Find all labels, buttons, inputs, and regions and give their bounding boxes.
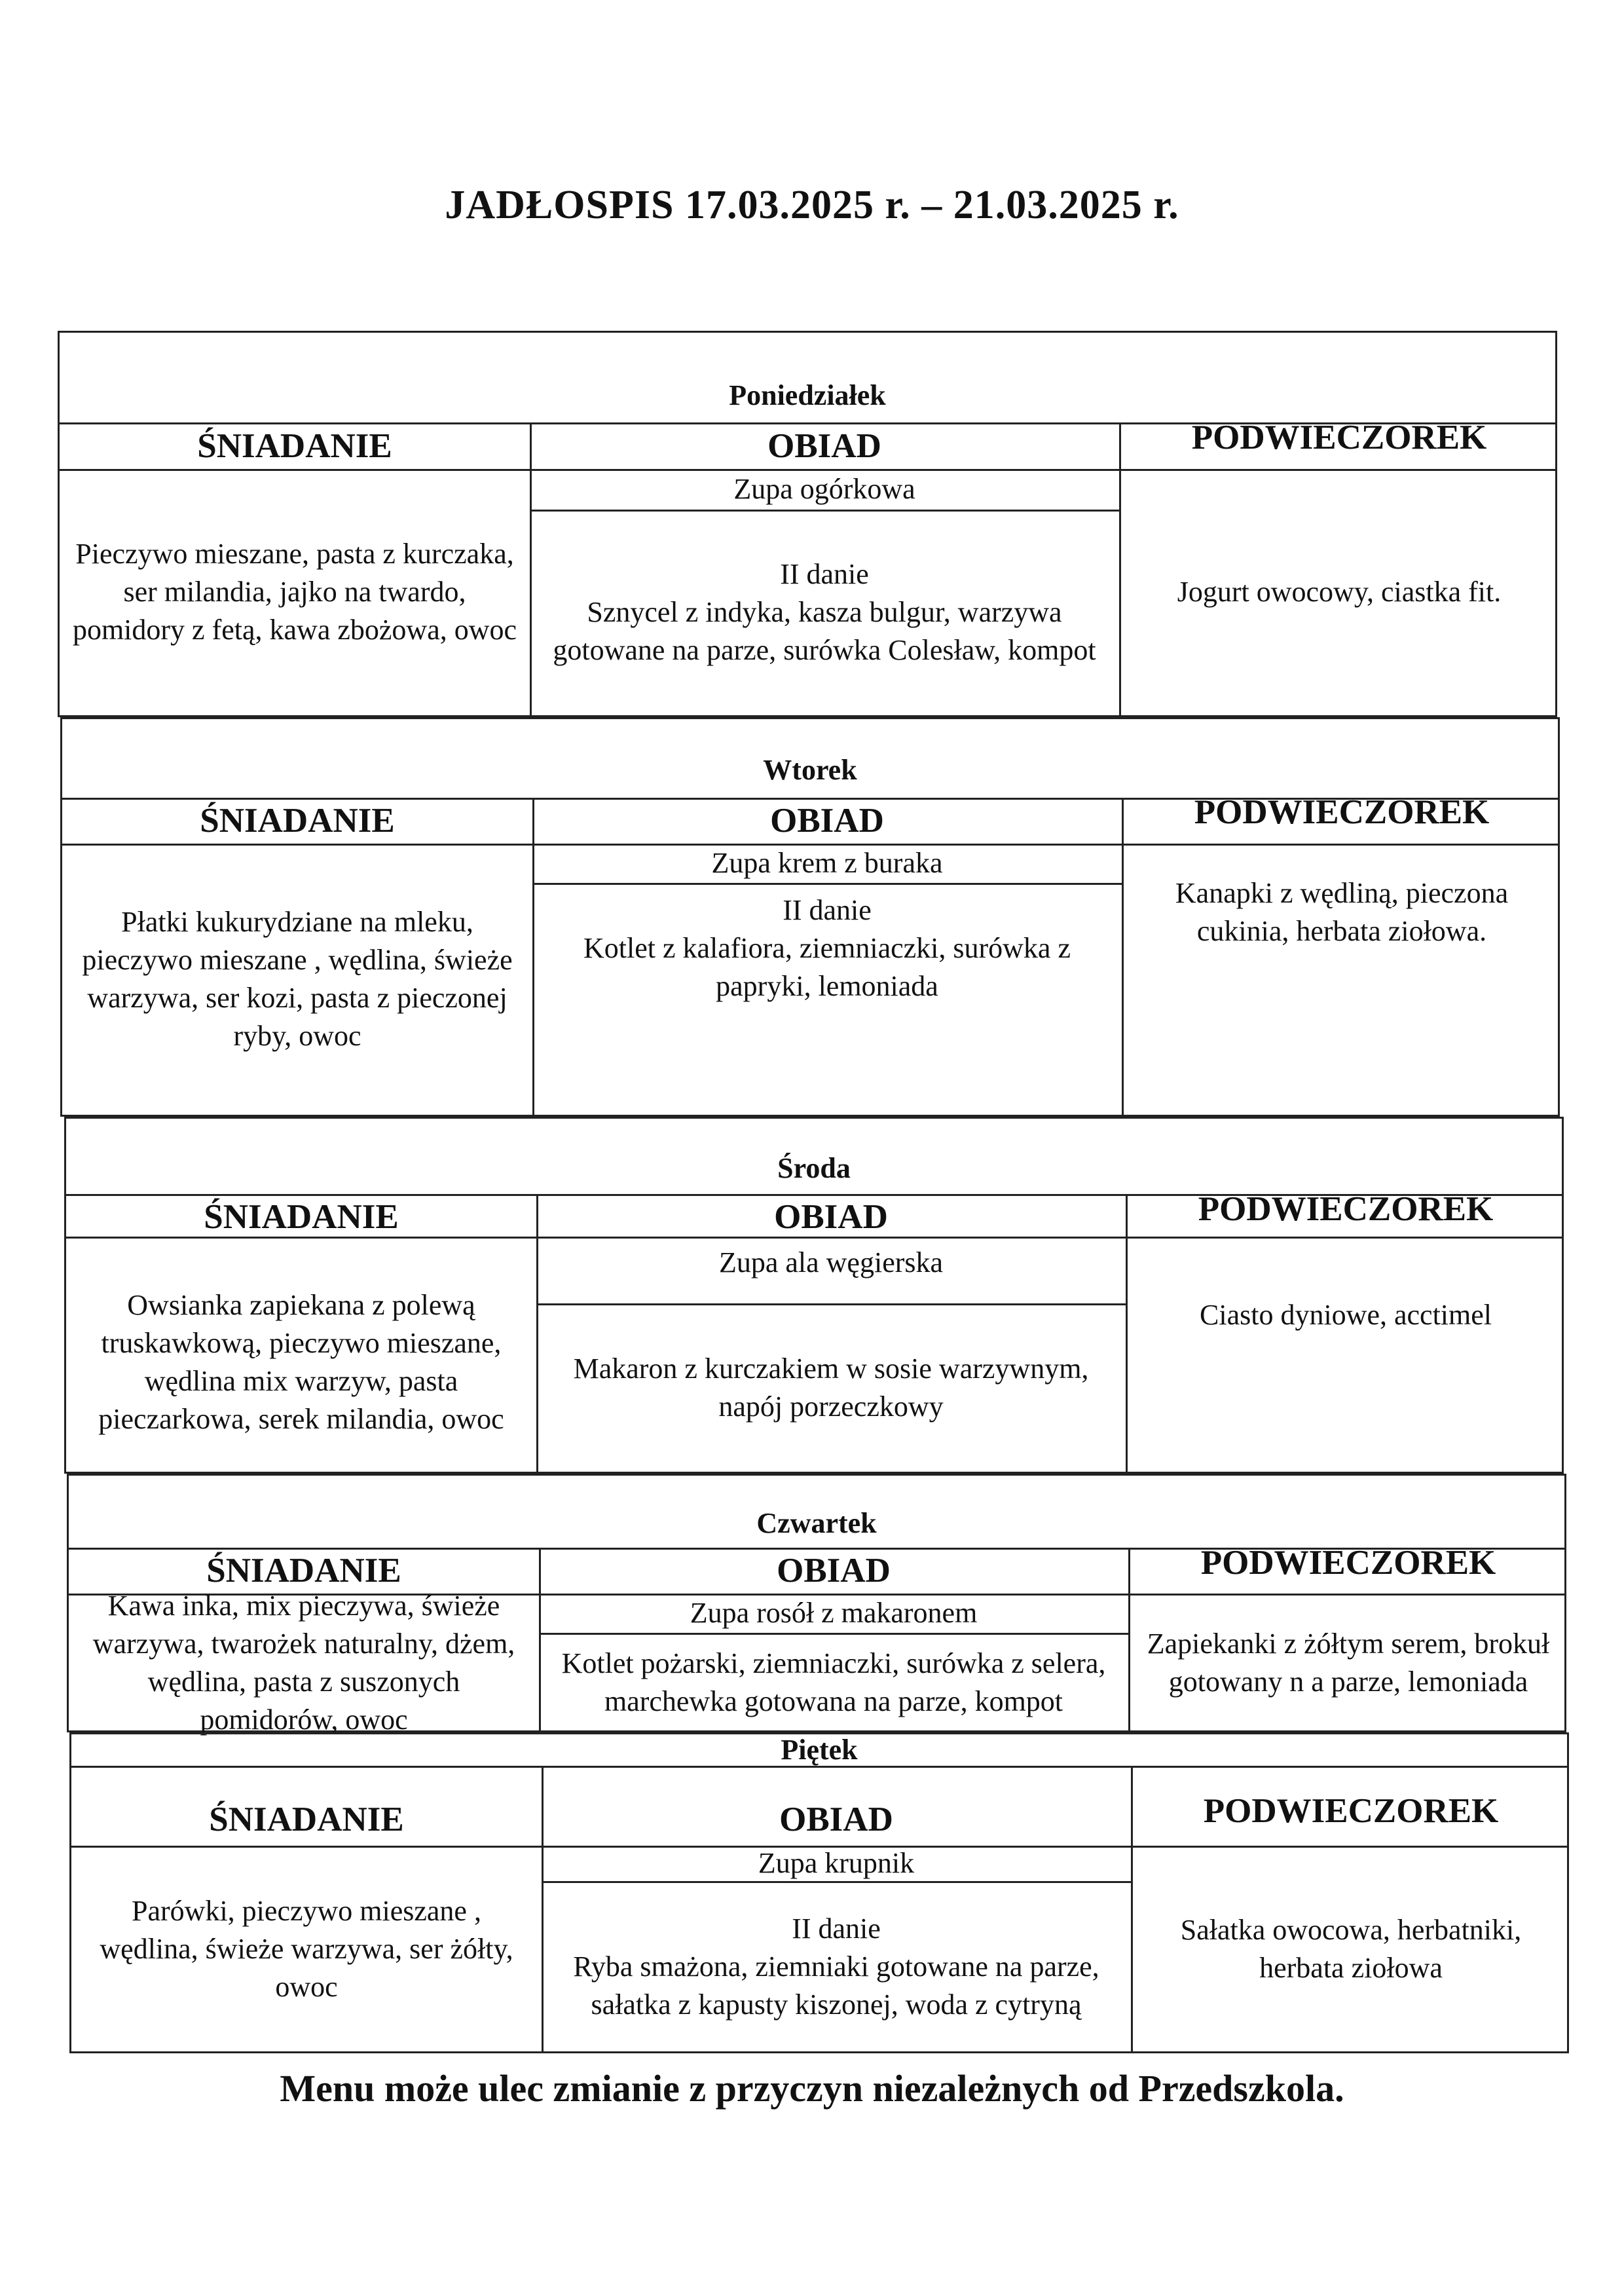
day-name: Poniedziałek bbox=[729, 379, 886, 411]
day-name: Środa bbox=[777, 1152, 851, 1184]
main-course-cell: II danie Kotlet z kalafiora, ziemniaczki, surówka z papryki, lemoniada bbox=[583, 894, 1071, 1002]
soup-cell: Zupa ogórkowa bbox=[733, 473, 915, 505]
snack-cell: Jogurt owocowy, ciastka fit. bbox=[1177, 576, 1502, 608]
breakfast-cell: Pieczywo mieszane, pasta z kurczaka, ser milandia, jajko na twardo, pomidory z fetą, kawa zbożowa, owoc bbox=[72, 538, 517, 646]
breakfast-header: ŚNIADANIE bbox=[209, 1801, 404, 1838]
snack-header: PODWIECZOREK bbox=[1194, 793, 1490, 831]
breakfast-header: ŚNIADANIE bbox=[204, 1198, 399, 1236]
soup-cell: Zupa ala węgierska bbox=[718, 1246, 944, 1278]
main-course-cell: II danie Ryba smażona, ziemniaki gotowane na parze, sałatka z kapusty kiszonej, woda z cytryną bbox=[573, 1912, 1099, 2021]
day-name: Piętek bbox=[781, 1734, 858, 1766]
snack-cell: Ciasto dyniowe, acctimel bbox=[1200, 1299, 1492, 1331]
soup-cell: Zupa rosół z makaronem bbox=[690, 1597, 978, 1629]
lunch-header: OBIAD bbox=[770, 802, 884, 840]
breakfast-header: ŚNIADANIE bbox=[206, 1552, 401, 1590]
day-block-wednesday bbox=[64, 1117, 1564, 1474]
footer-note: Menu może ulec zmianie z przyczyn niezależnych od Przedszkola. bbox=[280, 2067, 1344, 2110]
breakfast-cell: Kawa inka, mix pieczywa, świeże warzywa, twarożek naturalny, dżem, wędlina, pasta z suszonych pomidorów, owoc bbox=[92, 1590, 515, 1736]
breakfast-cell: Owsianka zapiekana z polewą truskawkową, pieczywo mieszane, wędlina mix warzyw, pasta pieczarkowa, serek milandia, owoc bbox=[98, 1289, 504, 1435]
breakfast-cell: Parówki, pieczywo mieszane , wędlina, świeże warzywa, ser żółty, owoc bbox=[100, 1895, 513, 2003]
soup-cell: Zupa krem z buraka bbox=[711, 847, 943, 879]
snack-cell: Sałatka owocowa, herbatniki, herbata ziołowa bbox=[1180, 1914, 1522, 1984]
lunch-header: OBIAD bbox=[767, 427, 881, 465]
day-block-tuesday bbox=[60, 717, 1560, 1117]
soup-cell: Zupa krupnik bbox=[758, 1847, 915, 1879]
snack-header: PODWIECZOREK bbox=[1191, 419, 1487, 457]
lunch-header: OBIAD bbox=[779, 1801, 893, 1838]
day-name: Wtorek bbox=[763, 754, 857, 786]
snack-cell: Kanapki z wędliną, pieczona cukinia, herbata ziołowa. bbox=[1175, 877, 1509, 947]
lunch-header: OBIAD bbox=[777, 1552, 891, 1590]
snack-cell: Zapiekanki z żółtym serem, brokuł gotowany n a parze, lemoniada bbox=[1147, 1628, 1550, 1698]
breakfast-header: ŚNIADANIE bbox=[197, 427, 392, 465]
day-block-monday bbox=[58, 331, 1557, 717]
breakfast-header: ŚNIADANIE bbox=[200, 802, 395, 840]
breakfast-cell: Płatki kukurydziane na mleku, pieczywo mieszane , wędlina, świeże warzywa, ser kozi, pasta z pieczonej ryby, owoc bbox=[82, 906, 513, 1052]
snack-header: PODWIECZOREK bbox=[1200, 1544, 1496, 1582]
lunch-header: OBIAD bbox=[774, 1198, 888, 1236]
snack-header: PODWIECZOREK bbox=[1203, 1792, 1499, 1830]
snack-header: PODWIECZOREK bbox=[1198, 1190, 1494, 1228]
day-block-thursday bbox=[67, 1474, 1566, 1736]
main-course-cell: Kotlet pożarski, ziemniaczki, surówka z selera, marchewka gotowana na parze, kompot bbox=[561, 1647, 1106, 1717]
day-block-friday bbox=[69, 1732, 1569, 2053]
main-course-cell: Makaron z kurczakiem w sosie warzywnym, napój porzeczkowy bbox=[573, 1352, 1089, 1423]
page-title: JADŁOSPIS 17.03.2025 r. – 21.03.2025 r. bbox=[445, 183, 1179, 227]
main-course-cell: II danie Sznycel z indyka, kasza bulgur, warzywa gotowane na parze, surówka Colesław, kompot bbox=[553, 558, 1096, 666]
day-name: Czwartek bbox=[756, 1507, 877, 1539]
